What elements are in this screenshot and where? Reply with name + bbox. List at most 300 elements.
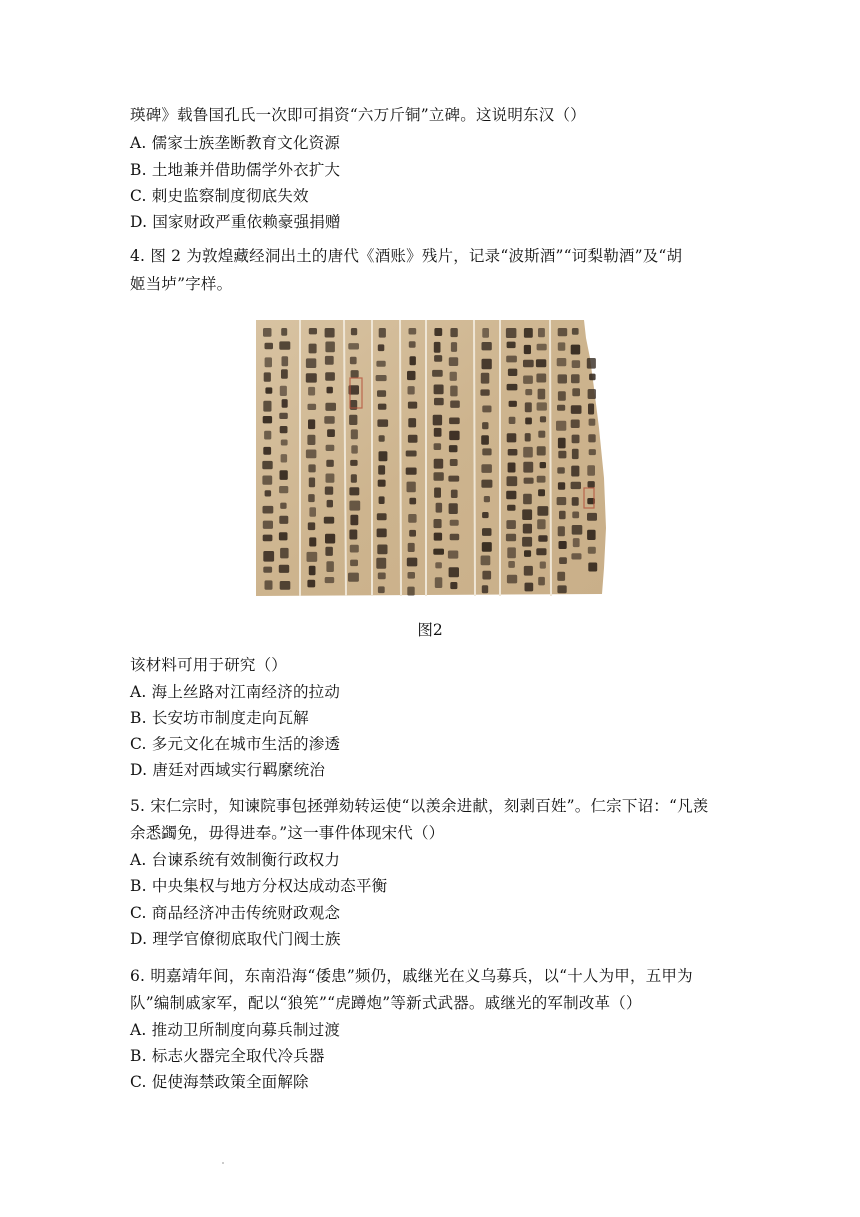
manuscript-character	[449, 445, 458, 452]
manuscript-character	[327, 500, 333, 508]
manuscript-character	[588, 563, 597, 572]
manuscript-character	[324, 517, 334, 524]
manuscript-character	[408, 386, 415, 394]
manuscript-character	[406, 451, 417, 457]
manuscript-character	[407, 587, 414, 596]
manuscript-character	[434, 355, 442, 362]
manuscript-character	[263, 401, 271, 412]
manuscript-character	[484, 496, 490, 502]
manuscript-character	[263, 551, 274, 562]
manuscript-character	[264, 431, 271, 440]
q6-option-b: B. 标志火器完全取代冷兵器	[130, 1047, 325, 1065]
manuscript-character	[557, 467, 565, 473]
manuscript-character	[376, 558, 386, 569]
manuscript-character	[450, 534, 460, 541]
manuscript-character	[507, 476, 518, 486]
manuscript-character	[508, 463, 516, 473]
manuscript-character	[506, 491, 516, 500]
manuscript-character	[308, 522, 315, 530]
manuscript-character	[432, 370, 443, 377]
manuscript-character	[482, 448, 491, 455]
manuscript-character	[573, 538, 580, 547]
manuscript-character	[538, 328, 545, 337]
q3-option-c: C. 刺史监察制度彻底失效	[130, 187, 309, 205]
manuscript-character	[435, 577, 443, 588]
manuscript-character	[325, 577, 335, 583]
manuscript-character	[377, 390, 386, 397]
manuscript-character	[557, 358, 567, 366]
manuscript-character	[571, 553, 581, 559]
manuscript-character	[351, 370, 359, 378]
manuscript-character	[558, 391, 566, 401]
manuscript-character	[523, 447, 533, 458]
manuscript-character	[538, 577, 545, 586]
manuscript-character	[308, 494, 315, 502]
manuscript-character	[482, 571, 491, 580]
manuscript-character	[558, 342, 566, 350]
manuscript-character	[559, 541, 567, 549]
manuscript-character	[408, 435, 418, 443]
manuscript-character	[587, 530, 596, 540]
manuscript-character	[263, 416, 272, 423]
manuscript-character	[263, 567, 272, 573]
manuscript-character	[536, 359, 546, 367]
manuscript-character	[408, 543, 415, 552]
manuscript-character	[434, 488, 441, 498]
manuscript-character	[522, 509, 532, 520]
manuscript-character	[482, 359, 492, 369]
manuscript-character	[537, 344, 547, 351]
manuscript-character	[351, 429, 358, 439]
manuscript-character	[523, 360, 534, 368]
manuscript-character	[263, 506, 274, 514]
manuscript-character	[450, 520, 459, 526]
manuscript-character	[524, 478, 534, 484]
manuscript-character	[325, 534, 335, 544]
manuscript-character	[482, 528, 492, 536]
manuscript-character	[587, 358, 596, 369]
manuscript-character	[406, 468, 417, 475]
manuscript-character	[436, 503, 443, 513]
manuscript-character	[508, 561, 515, 568]
manuscript-character	[280, 503, 286, 509]
manuscript-character	[571, 420, 580, 429]
manuscript-character	[280, 470, 288, 480]
manuscript-character	[326, 445, 335, 451]
page-speck	[222, 1162, 224, 1164]
manuscript-character	[572, 497, 579, 506]
manuscript-character	[588, 547, 596, 554]
manuscript-character	[480, 389, 489, 395]
manuscript-character	[376, 361, 385, 367]
manuscript-character	[450, 372, 457, 381]
manuscript-character	[571, 374, 580, 383]
manuscript-character	[523, 524, 532, 534]
manuscript-character	[377, 545, 387, 555]
q5-stem-line1: 5. 宋仁宗时，知谏院事包拯弹劾转运使“以羡余进献，刻剥百姓”。仁宗下诏：“凡羡	[130, 797, 709, 815]
manuscript-character	[378, 465, 385, 474]
manuscript-character	[280, 426, 288, 433]
manuscript-character	[482, 422, 488, 429]
q5-option-c: C. 商品经济冲击传统财政观念	[130, 904, 341, 922]
manuscript-character	[587, 465, 595, 476]
manuscript-character	[572, 328, 579, 335]
manuscript-character	[507, 505, 515, 511]
manuscript-character	[434, 443, 442, 450]
manuscript-character	[540, 562, 546, 569]
manuscript-character	[265, 387, 272, 393]
manuscript-character	[587, 513, 597, 521]
manuscript-character	[282, 399, 288, 408]
manuscript-character	[434, 398, 444, 405]
manuscript-character	[434, 342, 441, 353]
manuscript-character	[506, 356, 517, 363]
manuscript-character	[508, 449, 518, 456]
manuscript-character	[308, 419, 315, 429]
manuscript-character	[558, 438, 566, 449]
manuscript-character	[325, 356, 334, 365]
manuscript-character	[348, 343, 359, 349]
manuscript-character	[279, 516, 288, 524]
manuscript-character	[507, 433, 517, 442]
manuscript-character	[449, 567, 459, 577]
q4-stem-line1: 4. 图 2 为敦煌藏经洞出土的唐代《酒账》残片，记录“波斯酒”“诃梨勒酒”及“胡	[130, 247, 683, 265]
manuscript-character	[525, 418, 532, 425]
manuscript-character	[538, 489, 545, 496]
manuscript-character	[481, 464, 492, 473]
manuscript-character	[306, 373, 317, 382]
manuscript-character	[265, 580, 273, 589]
manuscript-character	[308, 387, 315, 396]
manuscript-character	[263, 447, 271, 455]
manuscript-character	[350, 560, 358, 567]
q5-option-a: A. 台谏系统有效制衡行政权力	[130, 851, 341, 869]
manuscript-character	[522, 537, 532, 547]
manuscript-character	[482, 512, 489, 518]
manuscript-character	[379, 496, 385, 504]
manuscript-character	[326, 561, 334, 572]
manuscript-character	[265, 357, 272, 367]
manuscript-character	[571, 482, 581, 489]
manuscript-character	[434, 472, 444, 481]
manuscript-character	[572, 525, 583, 535]
manuscript-character	[308, 404, 317, 410]
manuscript-character	[525, 402, 532, 412]
manuscript-character	[281, 369, 288, 379]
manuscript-character	[536, 548, 546, 555]
manuscript-character	[263, 521, 273, 529]
manuscript-character	[558, 328, 568, 336]
q4-option-b: B. 长安坊市制度走向瓦解	[130, 709, 309, 727]
q4-stem-line2: 姬当垆”字样。	[130, 275, 233, 293]
q6-stem-line1: 6. 明嘉靖年间，东南沿海“倭患”频仍，戚继光在义乌募兵，以“十人为甲，五甲为	[130, 967, 693, 985]
manuscript-character	[523, 376, 533, 384]
manuscript-character	[378, 344, 385, 351]
q6-stem-line2: 队”编制戚家军，配以“狼筅”“虎蹲炮”等新式武器。戚继光的军制改革（）	[130, 994, 642, 1012]
manuscript-character	[537, 519, 545, 529]
manuscript-character	[263, 535, 273, 542]
manuscript-character	[449, 431, 459, 440]
manuscript-character	[325, 403, 336, 411]
manuscript-character	[378, 573, 386, 580]
manuscript-character	[509, 401, 517, 407]
manuscript-character	[281, 328, 287, 336]
manuscript-character	[325, 372, 335, 381]
manuscript-character	[408, 418, 416, 427]
manuscript-character	[523, 494, 532, 504]
manuscript-character	[280, 386, 287, 396]
manuscript-character	[449, 357, 458, 366]
manuscript-character	[407, 482, 416, 493]
manuscript-character	[558, 451, 566, 459]
manuscript-character	[538, 535, 547, 542]
manuscript-character	[538, 431, 545, 438]
manuscript-character	[306, 358, 316, 368]
manuscript-character	[433, 415, 442, 426]
manuscript-character	[350, 515, 358, 526]
manuscript-character	[307, 435, 315, 445]
manuscript-character	[572, 388, 580, 396]
manuscript-character	[557, 497, 567, 505]
manuscript-character	[409, 341, 416, 348]
manuscript-character	[572, 435, 580, 444]
manuscript-character	[433, 549, 444, 555]
manuscript-character	[558, 482, 565, 489]
manuscript-character	[376, 375, 387, 381]
manuscript-character	[450, 328, 457, 337]
manuscript-character	[307, 552, 318, 562]
manuscript-character	[351, 328, 357, 335]
manuscript-character	[408, 402, 417, 409]
manuscript-character	[572, 360, 580, 368]
manuscript-character	[506, 328, 517, 338]
manuscript-character	[264, 372, 271, 381]
manuscript-character	[309, 344, 317, 354]
manuscript-character	[451, 490, 458, 498]
manuscript-character	[408, 514, 416, 523]
manuscript-character	[523, 462, 533, 473]
manuscript-character	[409, 328, 417, 335]
manuscript-character	[324, 416, 334, 424]
manuscript-character	[450, 582, 457, 589]
manuscript-character	[525, 583, 534, 592]
manuscript-character	[537, 402, 547, 410]
manuscript-character	[525, 433, 531, 441]
manuscript-character	[309, 328, 317, 334]
manuscript-character	[481, 373, 490, 384]
q5-option-b: B. 中央集权与地方分权达成动态平衡	[130, 877, 388, 895]
manuscript-character	[325, 547, 333, 556]
manuscript-character	[449, 503, 458, 514]
manuscript-character	[524, 345, 531, 354]
q6-option-c: C. 促使海禁政策全面解除	[130, 1073, 309, 1091]
manuscript-fragment-image	[254, 318, 611, 598]
manuscript-character	[265, 343, 274, 349]
manuscript-character	[482, 328, 489, 338]
manuscript-character	[378, 404, 387, 410]
manuscript-character	[450, 386, 457, 397]
manuscript-character	[262, 461, 272, 469]
manuscript-character	[351, 445, 358, 453]
manuscript-character	[279, 532, 288, 540]
manuscript-character	[309, 478, 315, 488]
manuscript-character	[588, 389, 596, 399]
manuscript-character	[349, 501, 360, 511]
manuscript-character	[379, 435, 385, 442]
manuscript-character	[280, 548, 289, 559]
manuscript-character	[525, 389, 532, 395]
manuscript-character	[506, 520, 516, 529]
manuscript-character	[509, 417, 516, 424]
manuscript-character	[448, 476, 459, 482]
manuscript-character	[308, 464, 315, 472]
manuscript-character	[589, 419, 596, 426]
manuscript-character	[588, 481, 595, 488]
manuscript-character	[556, 421, 566, 431]
manuscript-character	[481, 480, 492, 488]
manuscript-character	[559, 557, 567, 564]
manuscript-character	[482, 406, 491, 413]
manuscript-character	[279, 486, 288, 493]
manuscript-character	[571, 466, 579, 477]
manuscript-character	[589, 374, 596, 381]
manuscript-character	[379, 328, 386, 338]
manuscript-character	[409, 530, 416, 537]
manuscript-character	[524, 328, 533, 338]
manuscript-character	[307, 580, 315, 588]
manuscript-character	[537, 476, 546, 483]
manuscript-character	[524, 566, 533, 576]
manuscript-character	[557, 405, 565, 411]
manuscript-character	[571, 405, 582, 414]
manuscript-character	[326, 474, 335, 483]
manuscript-character	[506, 534, 516, 541]
manuscript-character	[309, 537, 316, 546]
manuscript-character	[450, 459, 458, 466]
manuscript-character	[349, 415, 357, 425]
manuscript-character	[282, 356, 289, 366]
manuscript-character	[450, 401, 460, 408]
manuscript-character	[409, 498, 416, 505]
manuscript-character	[280, 581, 291, 590]
manuscript-character	[309, 566, 316, 576]
manuscript-character	[507, 547, 516, 558]
manuscript-character	[434, 385, 444, 395]
q3-option-b: B. 土地兼并借助儒学外衣扩大	[130, 161, 341, 179]
manuscript-character	[434, 328, 442, 336]
manuscript-character	[377, 529, 387, 538]
manuscript-character	[279, 565, 289, 573]
manuscript-character	[410, 356, 416, 365]
manuscript-character	[451, 342, 457, 352]
manuscript-character	[377, 419, 388, 427]
manuscript-character	[572, 449, 579, 459]
q4-option-c: C. 多元文化在城市生活的渗透	[130, 735, 341, 753]
manuscript-character	[507, 384, 518, 391]
manuscript-character	[279, 341, 290, 349]
q4-prompt: 该材料可用于研究（）	[130, 656, 288, 674]
manuscript-character	[350, 460, 357, 466]
manuscript-character	[481, 435, 489, 445]
manuscript-character	[482, 342, 492, 350]
manuscript-character	[351, 474, 357, 483]
manuscript-character	[537, 506, 548, 516]
q6-option-a: A. 推动卫所制度向募兵制过渡	[130, 1021, 341, 1039]
manuscript-character	[309, 507, 316, 517]
q4-option-a: A. 海上丝路对江南经济的拉动	[130, 683, 341, 701]
manuscript-character	[538, 389, 546, 400]
manuscript-character	[265, 490, 272, 496]
manuscript-character	[378, 480, 386, 487]
manuscript-character	[572, 512, 579, 519]
q5-option-d: D. 理学官僚彻底取代门阀士族	[130, 930, 341, 948]
manuscript-character	[537, 446, 546, 455]
manuscript-character	[348, 573, 359, 582]
manuscript-character	[326, 460, 334, 467]
q3-stem-tail: 瑛碑》载鲁国孔氏一次即可捐资“六万斤铜”立碑。这说明东汉（）	[130, 106, 586, 124]
figure-caption: 图2	[417, 621, 443, 639]
manuscript-character	[325, 342, 335, 353]
manuscript-character	[536, 374, 546, 383]
manuscript-character	[588, 434, 595, 442]
manuscript-character	[349, 530, 357, 540]
manuscript-character	[508, 369, 517, 376]
manuscript-character	[407, 371, 416, 380]
manuscript-character	[481, 556, 491, 566]
manuscript-character	[350, 357, 357, 365]
manuscript-character	[279, 413, 288, 419]
manuscript-character	[408, 572, 416, 579]
manuscript-character	[507, 575, 517, 584]
manuscript-character	[482, 542, 492, 552]
manuscript-character	[327, 387, 333, 394]
manuscript-character	[557, 585, 566, 593]
manuscript-character	[540, 462, 546, 468]
manuscript-character	[448, 551, 458, 559]
manuscript-character	[434, 459, 444, 469]
q4-option-d: D. 唐廷对西域实行羁縻统治	[130, 761, 326, 779]
q5-stem-line2: 余悉蠲免，毋得进奉。”这一事件体现宋代（）	[130, 824, 445, 842]
manuscript-character	[558, 374, 567, 383]
manuscript-character	[377, 513, 387, 520]
manuscript-character	[378, 586, 385, 593]
manuscript-character	[557, 572, 565, 581]
q3-option-a: A. 儒家士族垄断教育文化资源	[130, 134, 341, 152]
manuscript-character	[524, 550, 531, 557]
manuscript-character	[589, 449, 596, 455]
manuscript-character	[350, 545, 359, 553]
manuscript-character	[540, 416, 546, 422]
q3-option-d: D. 国家财政严重依赖豪强捐赠	[130, 213, 341, 231]
manuscript-character	[449, 418, 460, 425]
manuscript-character	[559, 511, 566, 519]
manuscript-character	[571, 345, 581, 355]
manuscript-character	[306, 450, 317, 459]
manuscript-character	[482, 585, 488, 593]
manuscript-character	[558, 526, 565, 536]
manuscript-character	[434, 533, 442, 541]
manuscript-character	[588, 404, 594, 415]
manuscript-character	[349, 487, 359, 495]
manuscript-character	[434, 519, 442, 528]
manuscript-character	[407, 558, 418, 567]
manuscript-character	[434, 428, 442, 437]
manuscript-character	[281, 454, 288, 462]
manuscript-character	[507, 342, 516, 349]
manuscript-character	[379, 451, 388, 461]
manuscript-character	[325, 487, 333, 495]
manuscript-character	[262, 476, 272, 485]
